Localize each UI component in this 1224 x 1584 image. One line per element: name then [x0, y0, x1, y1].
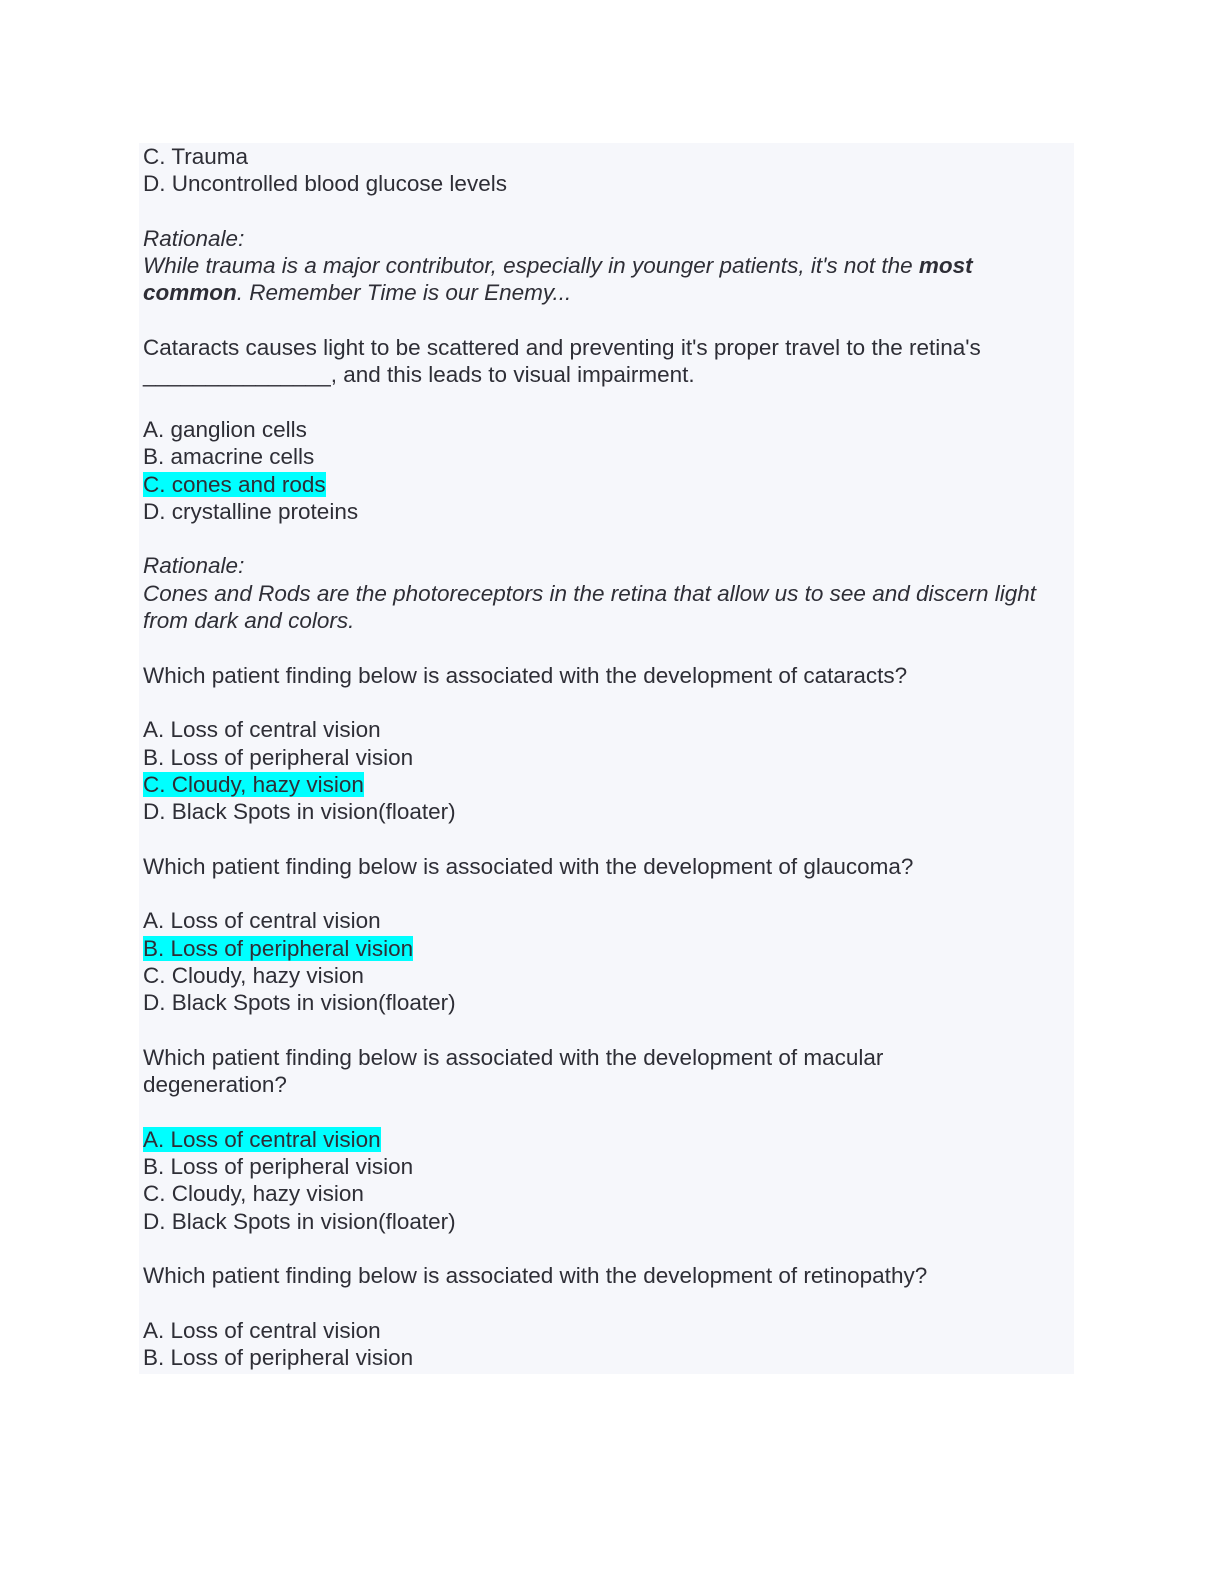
option-q2-a: A. Loss of central vision — [143, 717, 381, 743]
document-page — [139, 143, 1074, 1374]
option-q3-a: A. Loss of central vision — [143, 908, 381, 934]
rationale-label-q0: Rationale: — [143, 225, 245, 251]
option-q4-c: C. Cloudy, hazy vision — [143, 1181, 364, 1207]
rationale-text-q1: Cones and Rods are the photoreceptors in the retina that allow us to see and discern light from dark and colors. — [143, 580, 1043, 634]
option-q1-d: D. crystalline proteins — [143, 498, 359, 524]
option-q0-c: C. Trauma — [143, 144, 249, 169]
option-q1-c-answer: C. cones and rods — [143, 471, 326, 497]
option-q5-b: B. Loss of peripheral vision — [143, 1345, 414, 1371]
option-q3-d: D. Black Spots in vision(floater) — [143, 990, 456, 1016]
question-q4: Which patient finding below is associated with the development of macular degeneration? — [143, 1044, 890, 1098]
question-q1-line1: Cataracts causes light to be scattered and preventing it's proper travel to the retina's — [143, 335, 981, 361]
option-q3-c: C. Cloudy, hazy vision — [143, 962, 364, 988]
option-q1-a: A. ganglion cells — [143, 416, 307, 442]
question-q1-line2: _______________, and this leads to visual impairment. — [143, 362, 695, 388]
option-q2-b: B. Loss of peripheral vision — [143, 744, 414, 770]
option-q0-d: D. Uncontrolled blood glucose levels — [143, 171, 507, 197]
option-q5-a: A. Loss of central vision — [143, 1317, 381, 1343]
option-q2-c-answer: C. Cloudy, hazy vision — [143, 771, 364, 797]
document-text — [143, 143, 1058, 1371]
option-q4-a-answer: A. Loss of central vision — [143, 1126, 381, 1152]
option-q3-b-answer: B. Loss of peripheral vision — [143, 935, 414, 961]
option-q2-d: D. Black Spots in vision(floater) — [143, 799, 456, 825]
option-q4-d: D. Black Spots in vision(floater) — [143, 1208, 456, 1234]
option-q4-b: B. Loss of peripheral vision — [143, 1153, 414, 1179]
option-q1-b: B. amacrine cells — [143, 444, 315, 470]
question-q2: Which patient finding below is associated with the development of cataracts? — [143, 662, 908, 688]
rationale-label-q1: Rationale: — [143, 553, 245, 579]
question-q3: Which patient finding below is associated with the development of glaucoma? — [143, 853, 914, 879]
question-q5: Which patient finding below is associated with the development of retinopathy? — [143, 1263, 928, 1289]
rationale-text-q0: While trauma is a major contributor, especially in younger patients, it's not the most common. Remember Time is our Enemy... — [143, 253, 979, 306]
